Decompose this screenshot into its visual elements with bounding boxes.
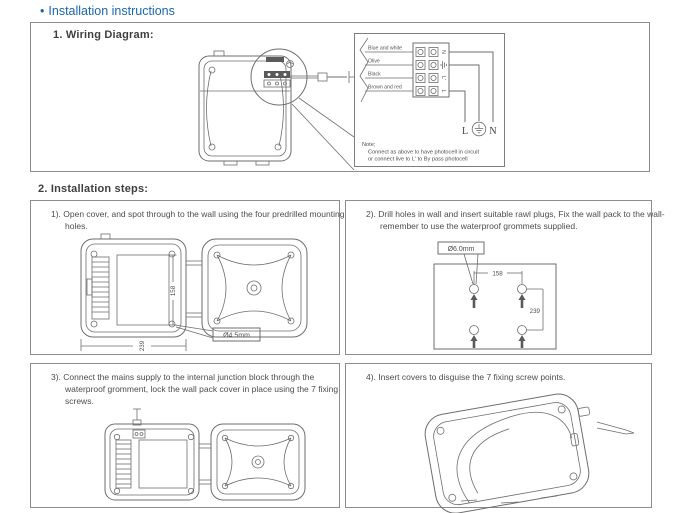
led-panel	[139, 440, 187, 488]
magnifier-detail	[251, 49, 354, 105]
photocell	[214, 51, 224, 56]
step4-text: 4). Insert covers to disguise the 7 fixing screw points.	[366, 372, 566, 382]
supply-cable	[597, 422, 634, 434]
cable-sheath	[360, 38, 368, 102]
page-title	[40, 4, 175, 18]
mounting-hole-icon	[169, 251, 175, 257]
terminal-label-l: L	[440, 89, 446, 93]
wallpack-topview-figure	[166, 41, 354, 171]
screw-cover-icon	[436, 427, 444, 435]
step2-panel	[345, 200, 665, 355]
fixture-base-open	[81, 234, 186, 337]
bullet-icon: •	[40, 4, 45, 18]
step2-text: 2). Drill holes in wall and insert suitable rawl plugs, Fix the wall pack to the wall-remember to use the waterproof grommets supplied.	[366, 209, 665, 231]
dim-158-label: 158	[492, 270, 503, 278]
step3-figure	[89, 408, 314, 504]
dimension-horizontal	[81, 339, 186, 351]
dim-239-label: 239	[139, 340, 146, 352]
terminal-label-n: N	[440, 50, 446, 54]
cable-gland	[318, 73, 327, 81]
earth-circle-icon	[472, 122, 486, 136]
step2-figure	[426, 241, 606, 353]
fixture-cover-open	[211, 424, 305, 500]
note-title: Note;	[362, 142, 376, 148]
steps-heading: 2. Installation steps:	[38, 183, 149, 195]
fixture-cover-open	[202, 239, 307, 337]
mounting-hole-icon	[91, 251, 97, 257]
wire-label-2: Olive	[368, 58, 380, 65]
mains-cable	[133, 409, 141, 425]
note-line-2: or connect live to L' to By pass photocell	[368, 156, 468, 163]
dim-239-label: 239	[529, 308, 540, 315]
supply-label-n: N	[489, 126, 497, 137]
step4-panel	[345, 363, 652, 508]
heatsink-fins	[87, 257, 109, 319]
note-line-1: Connect as above to have photocell in circuit	[368, 149, 480, 156]
hole-callout	[438, 242, 484, 284]
wiring-schematic	[355, 34, 504, 166]
drill-holes	[470, 285, 527, 349]
step4-figure	[401, 390, 636, 504]
wire-label-4: Brown and red	[368, 84, 402, 91]
heatsink-fins	[116, 440, 131, 488]
wiring-detail-box	[354, 33, 505, 167]
hole-diameter-label: Ø4.5mm	[223, 332, 250, 340]
hole-callout	[175, 325, 260, 341]
cable-gland	[578, 407, 590, 417]
dim-158-label: 158	[170, 285, 177, 297]
wiring-heading: 1. Wiring Diagram:	[53, 29, 154, 41]
wire-label-1: Blue and white	[368, 45, 403, 52]
screw-cover-icon	[569, 472, 577, 480]
screw-cover-icon	[558, 405, 566, 413]
terminal-block	[413, 43, 449, 97]
wiring-diagram-panel	[30, 22, 650, 172]
corner-screw-icon	[209, 67, 215, 73]
wire-to-l	[449, 91, 465, 122]
terminal-label-lprime: L'	[440, 75, 446, 81]
supply-label-l: L	[461, 126, 469, 137]
earth-icon	[440, 61, 447, 69]
step3-panel	[30, 363, 340, 508]
step3-text: 3). Connect the mains supply to the internal junction block through the waterproof gromment, lock the wall pack cover in place using the 7 fixing screws.	[51, 372, 339, 406]
page-title-text: Installation instructions	[48, 4, 175, 18]
led-panel	[117, 255, 169, 325]
photocell	[101, 234, 110, 239]
wire-to-earth	[449, 65, 479, 121]
dimension-vertical	[527, 289, 544, 330]
wire-label-3: Black	[368, 71, 381, 78]
hole-diameter-label: Ø6.0mm	[447, 246, 475, 253]
fixture-base-open	[105, 424, 199, 500]
step1-panel	[30, 200, 345, 355]
dimension-horizontal	[474, 271, 522, 285]
mounting-hole-icon	[169, 321, 175, 327]
step1-figure	[61, 233, 311, 355]
mounting-hole-icon	[91, 321, 97, 327]
dimension-vertical	[170, 255, 178, 325]
screw-cover-icon	[448, 494, 456, 502]
step1-text: 1). Open cover, and spot through to the wall using the four predrilled mounting holes.	[51, 209, 345, 231]
corner-screw-icon	[209, 144, 215, 150]
fixture-closed-perspective	[422, 389, 603, 513]
wire-to-n	[449, 52, 493, 122]
corner-screw-icon	[275, 144, 281, 150]
